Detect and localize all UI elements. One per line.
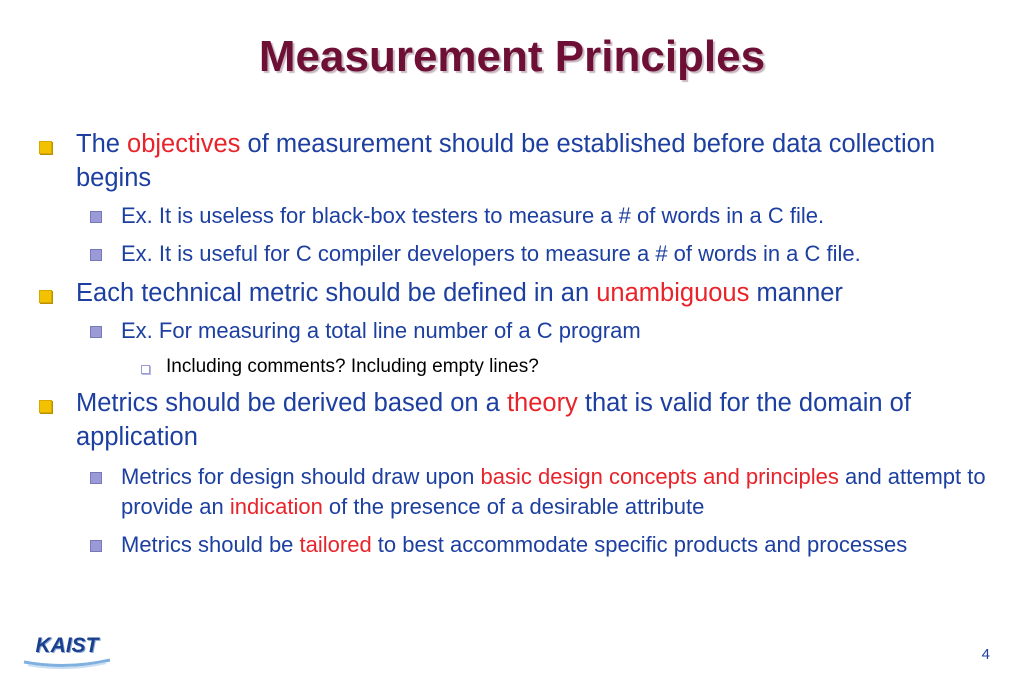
sub-sub-bullet-marker-icon bbox=[141, 365, 150, 374]
bullet-unambiguous bbox=[76, 276, 996, 310]
bullet-theory bbox=[76, 386, 996, 454]
bullet-text: Each technical metric should be defined in an bbox=[76, 279, 597, 307]
highlight-objectives: objectives bbox=[127, 130, 241, 158]
sub-bullet-line-number-example: Ex. For measuring a total line number of a C program bbox=[121, 318, 641, 343]
bullet-text: Metrics for design should draw upon bbox=[121, 464, 481, 489]
bullet-text: Metrics should be derived based on a bbox=[76, 389, 507, 417]
bullet-text: of measurement should be established before data collection begins bbox=[76, 130, 936, 192]
sub-bullet-marker-icon bbox=[90, 540, 102, 552]
bullet-text: and attempt to provide an bbox=[121, 464, 986, 519]
bullet-text: that is valid for the domain of application bbox=[76, 389, 911, 451]
bullet-marker-icon bbox=[39, 141, 52, 154]
slide-title: Measurement Principles bbox=[258, 32, 766, 81]
sub-bullet-tailored-metrics bbox=[121, 530, 1001, 560]
logo-swoosh-icon bbox=[22, 656, 112, 670]
bullet-text: The bbox=[76, 130, 128, 158]
highlight-unambiguous: unambiguous bbox=[596, 279, 750, 307]
highlight-theory: theory bbox=[506, 389, 578, 417]
bullet-marker-icon bbox=[39, 400, 52, 413]
sub-sub-bullet-comments-question: Including comments? Including empty lines? bbox=[166, 356, 539, 377]
sub-bullet-design-metrics bbox=[121, 462, 1001, 522]
bullet-objectives bbox=[76, 127, 996, 195]
sub-bullet-useless-example: Ex. It is useless for black-box testers to measure a # of words in a C file. bbox=[121, 203, 825, 228]
sub-bullet-useful-example: Ex. It is useful for C compiler developers to measure a # of words in a C file. bbox=[121, 241, 861, 266]
kaist-logo bbox=[22, 628, 112, 672]
bullet-text: of the presence of a desirable attribute bbox=[322, 494, 705, 519]
sub-bullet-marker-icon bbox=[90, 211, 102, 223]
highlight-tailored: tailored bbox=[299, 532, 372, 557]
bullet-text: to best accommodate specific products and processes bbox=[371, 532, 908, 557]
highlight-design-concepts: basic design concepts and principles bbox=[480, 464, 839, 489]
bullet-marker-icon bbox=[39, 290, 52, 303]
sub-bullet-marker-icon bbox=[90, 249, 102, 261]
sub-bullet-marker-icon bbox=[90, 472, 102, 484]
highlight-indication: indication bbox=[229, 494, 323, 519]
page-number: 4 bbox=[981, 646, 990, 663]
sub-bullet-marker-icon bbox=[90, 326, 102, 338]
bullet-text: manner bbox=[749, 279, 843, 307]
logo-text: KAIST bbox=[35, 634, 99, 657]
bullet-text: Metrics should be bbox=[121, 532, 300, 557]
